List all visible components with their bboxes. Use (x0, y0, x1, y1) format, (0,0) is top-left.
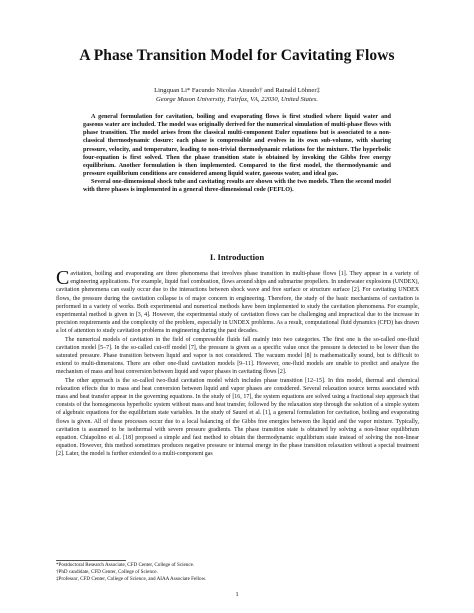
introduction-body (56, 267, 419, 459)
footnote: †PhD candidate, CFD Center, College of Science. (56, 568, 158, 575)
footnote: *Postdoctoral Research Associate, CFD Center, College of Science. (56, 562, 195, 568)
intro-paragraph: The other approach is the so-called two-fluid cavitation model which includes phase transition [12–15]. In this model, thermal and chemical relaxation effects due to mass and heat conversion between liquid and vapor phases are considered. Several relaxation source terms associated with mass and heat transfer appear in the governing equations. In the study of [16, 17], the system equations are solved using a fractional step approach that consists of the homogeneous hyperbolic system without mass and heat transfer, followed by the relaxation step through the solution of a simple system of algebraic equations for the equilibrium state variables. In the study of Saurel et al. [1], a general formulation for cavitation, boiling and evaporating flows is given. All of these processes occur due to a local balancing of the Gibbs free energies between the liquid and the vapor mixture. Typically, cavitation is assumed to be isothermal with severe pressure gradients. The phase transition state is obtained by solving a non-linear equilibrium equation. Chiapolino et al. [18] proposed a simple and fast method to obtain the thermodynamic equilibrium state instead of solving the non-linear equation. However, this method sometimes produces negative pressure or internal energy in the phase transition relaxation without a special treatment [2]. Later, the model is further extended to a multi-component gas (56, 377, 419, 458)
intro-paragraph: The numerical models of cavitation in the field of compressible fluids fall mainly into two categories. The first one is the so-called one-fluid cavitation model [5–7]. In the so-called cut-off model [7], the pressure is given as a specific value once the pressure is detected to be lower than the saturated pressure. Phase transition between liquid and vapor is not considered. The vacuum model [8] is mathematically sound, but is difficult to extend to multi-dimensions. There are other one-fluid cavitation models [9–11]. However, one-fluid models are unable to predict and analyze the mechanism of mass and heat conversion between liquid and vapor phases in cavitating flows [2]. (56, 336, 419, 376)
footnote-rule (56, 560, 126, 561)
section-heading: I. Introduction (209, 252, 265, 262)
intro-paragraph (56, 267, 419, 336)
paper-title: A Phase Transition Model for Cavitating Flows (79, 47, 395, 64)
abstract-paragraph: Several one-dimensional shock tube and cavitating results are shown with the two models. Then the second model with three phases is implemented in a general three-dimensional code (FEFLO). (83, 178, 391, 194)
author-line: Lingquan Li* Facundo Nicolas Airaudo† and Rainald Löhner‡ (154, 87, 320, 94)
intro-first-text: avitation, boiling and evaporating are three phenomena that involves phase transition in multi-phase flows [1]. They appear in a variety of engineering applications. For example, liquid fuel combustion, flows around ships and submarine propellers. In underwater explosions (UNDEX), cavitation phenomena can easily occur due to the interactions between shock wave and free surface or structure surface [2]. For cavitating UNDEX flows, the pressure during the cavitation collapse is of major concern in engineering. Therefore, the study of the basic mechanisms of cavitation is performed in a variety of works. Both experimental and numerical methods have been implemented to study the cavitation phenomena. For example, experimental method is given in [3, 4]. However, the experimental study of cavitation flows can be challenging and impractical due to the increase in precision requirements and the complexity of the problem, especially in UNDEX problems. As a result, computational fluid dynamics (CFD) has drawn a lot of attention to study cavitation problems in engineering during the past decades. (56, 271, 419, 335)
drop-cap: C (56, 267, 70, 289)
footnote: ‡Professor, CFD Center, College of Science, and AIAA Associate Fellow. (56, 575, 207, 582)
abstract (83, 113, 391, 195)
abstract-paragraph: A general formulation for cavitation, boiling and evaporating flows is first studied where liquid water and gaseous water are included. The model was originally derived for the numerical simulation of multi-phase flows with phase transition. The model arises from the classical multi-component Euler equations but is associated to a non-classical thermodynamic closure: each phase is compressible and evolves in its own sub-volume, with sharing pressure, velocity, and temperature, leading to non-trivial thermodynamic relations for the mixture. The hyperbolic four-equation is first solved. Then the phase transition state is obtained by invoking the Gibbs free energy equilibrium. Another formulation is then implemented. Compared to the first model, the thermodynamic and pressure equilibrium conditions are considered among liquid water, gaseous water, and ideal gas. (83, 113, 391, 178)
affiliation: George Mason University, Fairfax, VA, 22030, United States. (156, 96, 318, 103)
page-number: 1 (235, 591, 239, 598)
footnotes (56, 562, 419, 583)
